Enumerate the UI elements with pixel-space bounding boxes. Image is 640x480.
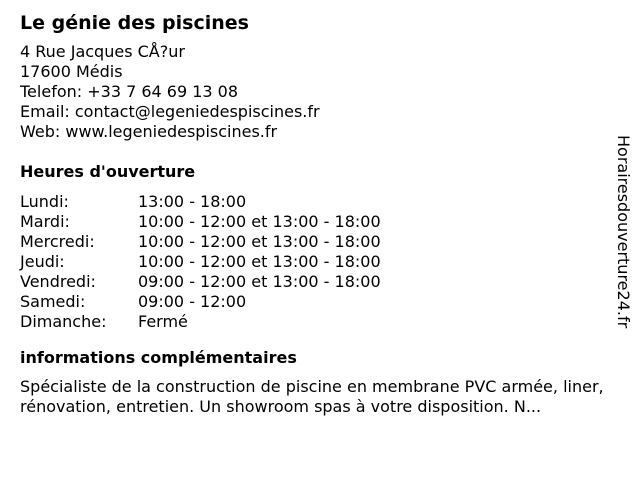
hours-day: Jeudi: bbox=[20, 252, 65, 271]
hours-row-dimanche bbox=[20, 312, 610, 332]
site-watermark: Horairesdouverture24.fr bbox=[614, 135, 633, 329]
business-name: Le génie des piscines bbox=[20, 12, 249, 34]
hours-row-mardi bbox=[20, 212, 610, 232]
hours-time: 09:00 - 12:00 et 13:00 - 18:00 bbox=[138, 272, 381, 291]
business-card bbox=[20, 10, 610, 417]
hours-heading: Heures d'ouverture bbox=[20, 162, 196, 181]
hours-time: Fermé bbox=[138, 312, 188, 331]
business-description: Spécialiste de la construction de piscine en membrane PVC armée, liner, rénovation, entretien. Un showroom spas à votre disposition. N... bbox=[20, 377, 604, 416]
hours-day: Mercredi: bbox=[20, 232, 95, 251]
hours-day: Dimanche: bbox=[20, 312, 107, 331]
hours-row-jeudi bbox=[20, 252, 610, 272]
phone-line[interactable]: Telefon: +33 7 64 69 13 08 bbox=[20, 82, 239, 101]
hours-day: Samedi: bbox=[20, 292, 86, 311]
hours-time: 13:00 - 18:00 bbox=[138, 192, 247, 211]
address-city: 17600 Médis bbox=[20, 62, 123, 81]
hours-day: Mardi: bbox=[20, 212, 70, 231]
hours-day: Vendredi: bbox=[20, 272, 96, 291]
web-line[interactable]: Web: www.legeniedespiscines.fr bbox=[20, 122, 278, 141]
hours-row-vendredi bbox=[20, 272, 610, 292]
contact-block bbox=[20, 42, 610, 142]
email-line[interactable]: Email: contact@legeniedespiscines.fr bbox=[20, 102, 320, 121]
hours-row-lundi bbox=[20, 192, 610, 212]
hours-day: Lundi: bbox=[20, 192, 69, 211]
hours-time: 10:00 - 12:00 et 13:00 - 18:00 bbox=[138, 252, 381, 271]
hours-row-mercredi bbox=[20, 232, 610, 252]
hours-table bbox=[20, 192, 610, 332]
address-street: 4 Rue Jacques CÅ?ur bbox=[20, 42, 185, 61]
hours-time: 10:00 - 12:00 et 13:00 - 18:00 bbox=[138, 212, 381, 231]
info-heading: informations complémentaires bbox=[20, 348, 297, 367]
hours-time: 10:00 - 12:00 et 13:00 - 18:00 bbox=[138, 232, 381, 251]
hours-time: 09:00 - 12:00 bbox=[138, 292, 247, 311]
hours-row-samedi bbox=[20, 292, 610, 312]
